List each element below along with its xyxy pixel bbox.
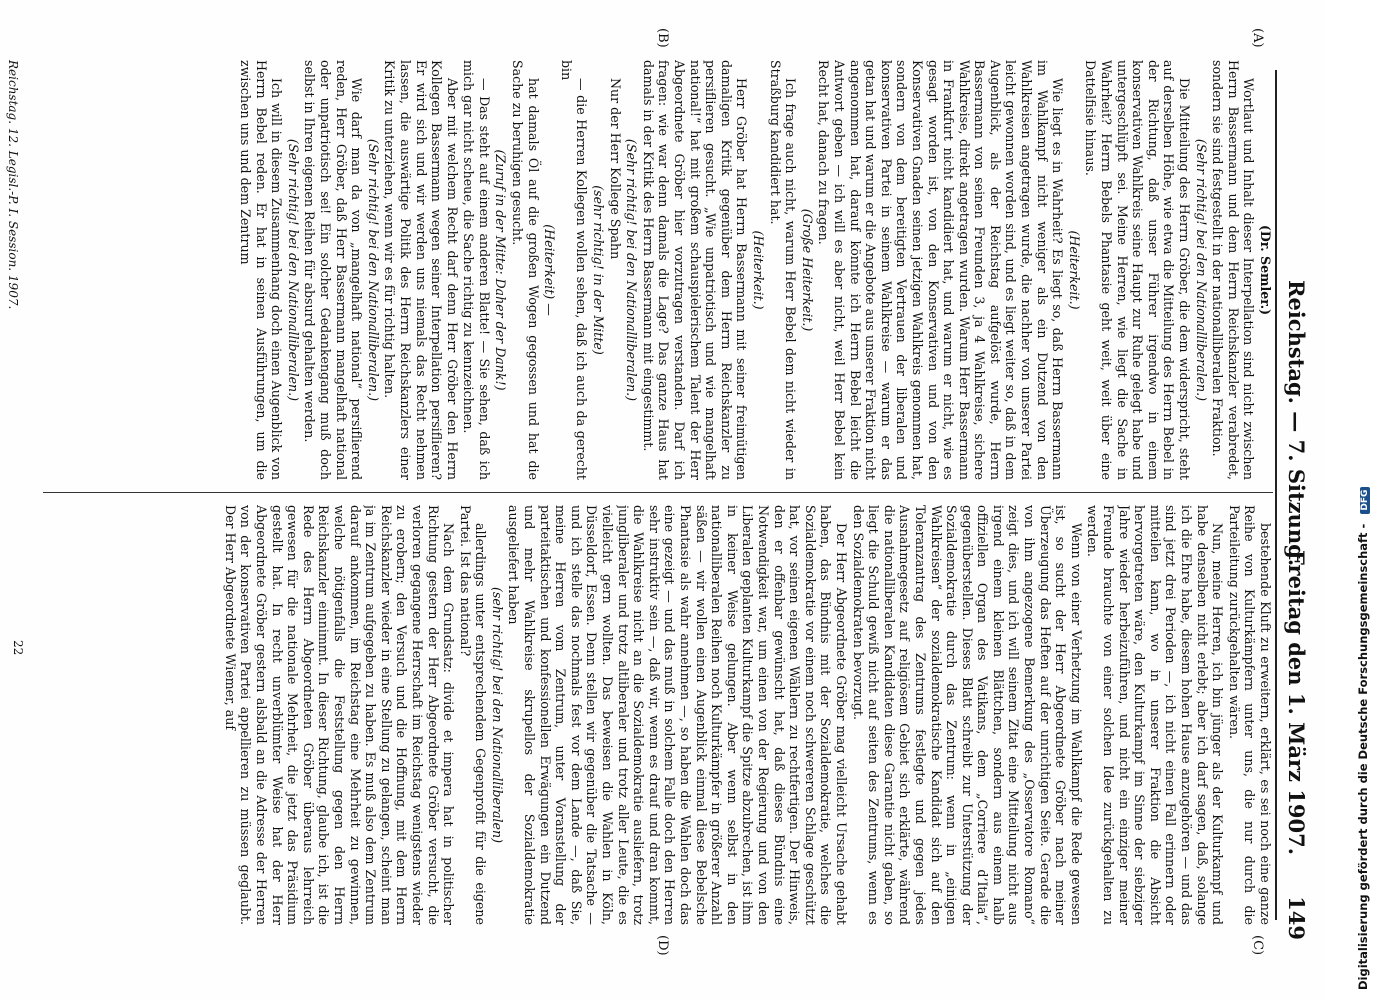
digitization-credit-text: Digitalisierung gefördert durch die Deutsche Forschungsgemeinschaft -	[1356, 523, 1370, 990]
paragraph: Wenn von einer Verhetzung im Wahlkampf die Rede gewesen ist, so sucht der Herr Abgeordnete Gröber nach meiner Überzeugung das Heften auf der unrichtigen Seite. Gerade die von ihm angezogene Bemerkung des „Osservatore Romano“ zeigt dies, und ich will seinem Zitat eine Mitteilung nicht aus irgend einem kleinen Blättchen, sondern aus einem halb offiziellen Organ des Vatikans, dem „Corriere d’Italia“, gegenüberstellen. Dieses Blatt schreibt zur Unterstützung der Sozialdemokratie durch das Zentrum: wenn in „einigen Wahlkreisen“ der sozialdemokratische Kandidat sich auf den Toleranzantrag des Zentrums festlegte und gegen jedes Ausnahmegesetz auf religiösem Gebiet sich erklärte, während die nationalliberalen Kandidaten diese Garantie nicht gaben, so liegt die Schuld gewiß nicht auf seiten des Zentrums, wenn es den Sozialdemokraten bevorzugt.	[850, 505, 1084, 925]
interjection: (sehr richtig! bei den Nationalliberalen)	[489, 586, 505, 843]
paragraph: allerdings unter entsprechendem Gegenprofit für die eigene Partei. Ist das national?	[457, 505, 489, 925]
paragraph: Der Herr Abgeordnete Gröber mag vielleicht Ursache gehabt haben, das Bündnis mit der Sozialdemokratie, welches die Sozialdemokratie vor einem noch schwereren Schlage geschützt hat, vor seinen eigenen Wählern zu rechtfertigen. Der Hinweis, den er offenbar gewünscht hat, daß dieses Bündnis eine Notwendigkeit war, um einen von der Regierung und von den Liberalen geplanten Kulturkampf die Spitze abzubrechen, ist ihm in keiner Weise gelungen. Aber wenn selbst in den nationalliberalen Reihen noch Kulturkämpfer in größerer Anzahl säßen — wir wollen einen Augenblick einmal diese Bebelsche Phantasie als wahr annehmen —, so haben die Wahlen doch das eine gezeigt — und das muß in solchem Falle doch den Herren sehr instruktiv sein —, daß wir, wenn es drauf und dran kommt, die Wahlkreise nicht an die Sozialdemokratie ausliefern, trotz jungliberaler und trotz altliberaler und trotz aller Leute, die es vielleicht gern wollten. Das beweisen die Wahlen in Köln, Düsseldorf, Essen. Denn stellen wir gegenüber die Tatsache — und ich stelle das nochmals fest vor dem Lande —, daß Sie, meine Herren vom Zentrum, unter Voranstellung der parteitaktischen und konfessionellen Erwägungen ein Dutzend und mehr Wahlkreise skrupellos der Sozialdemokratie ausgeliefert haben	[506, 505, 849, 925]
digitization-strip	[1352, 0, 1383, 1000]
right-column-paragraphs	[222, 505, 1273, 925]
dfg-logo: DFG	[1360, 487, 1370, 514]
interjection: (Große Heiterkeit.)	[799, 208, 815, 332]
paragraph: Herr Gröber hat Herrn Bassermann mit seiner freimütigen damaligen Kritik gegenüber dem Herrn Reichskanzler zu persiflieren gesucht. „Wie unpatriotisch und wie mangelhaft national!“ hat mit großem schauspielerischem Talent der Herr Abgeordnete Gröber hier vorzutragen verstanden. Darf ich fragen: wie war denn damals die Lage? Das ganze Haus hat damals in der Kritik des Herrn Bassermann mit eingestimmt.	[640, 60, 750, 480]
interjection: (Sehr richtig! bei den Nationalliberalen.)	[285, 138, 301, 402]
margin-mark-d: (D)	[655, 935, 670, 956]
header-rule	[1275, 70, 1277, 920]
interjection: (Sehr richtig! bei den Nationalliberalen.)	[365, 138, 381, 402]
paragraph: Wie liegt es in Wahrheit? Es liegt so, daß Herrn Bassermann im Wahlkampf nicht weniger als ein Dutzend von den Wahlkreisen angetragen wurde, die nachher von unserer Partei leicht gewonnen worden sind, und es liegt weiter so, daß in dem Augenblick, als der Reichstag aufgelöst wurde, Herrn Bassermann von seinen Freunden 3, ja 4 Wahlkreise, sichere Wahlkreise, direkt angetragen wurden. Warum Herr Bassermann in Frankfurt nicht kandidiert hat, und warum er nicht, wie es gesagt worden ist, von den Konservativen und von den Konservativen Gnaden seinen jetzigen Wahlkreis genommen hat, sondern von dem bereitigten Vertrauen der liberalen und konservativen Partei in seinem Wahlkreise — warum er das getan hat und warum er die Angebote aus unserer Fraktion nicht angenommen hat, darauf könnte ich Herrn Bebel leicht die Antwort geben — ich will es aber nicht, weil Herr Bebel kein Recht hat, danach zu fragen.	[816, 60, 1066, 480]
paragraph: bestehende Kluft zu erweitern, erklärt, es sei noch eine ganze Reihe von Kulturkämpfern unter uns, die nur durch die Parteileitung zurückgehalten wären.	[1226, 505, 1273, 925]
left-column-paragraphs	[237, 60, 1256, 480]
margin-mark-c: (C)	[1250, 935, 1265, 956]
digitization-credit	[1356, 0, 1370, 990]
header-title-left: Reichstag. — 7. Sitzung.	[1284, 280, 1309, 567]
speaker-label: (Dr. Semler.)	[1258, 224, 1273, 316]
page-header	[1279, 30, 1319, 960]
interjection: (Heiterkeit.)	[1066, 230, 1082, 310]
column-divider	[43, 492, 1273, 493]
header-title-right: Freitag den 1. März 1907.	[1284, 550, 1309, 856]
page-footer-signature: Reichstag. 12. Legisl.-P. I. Session. 1907.	[6, 60, 20, 310]
interjection: (Zuruf in der Mitte: Daher der Dank!)	[493, 149, 509, 391]
paragraph: Aber mit welchem Recht darf denn Herr Gröber den Herrn Kollegen Bassermann wegen seiner Interpellation persiflieren? Er wird sich und wir werden uns niemals das Recht nehmen lassen, die auswärtige Politik des Herrn Reichskanzlers einer Kritik zu unterziehen, wenn wir es für richtig halten.	[382, 60, 460, 480]
paragraph: Ich frage auch nicht, warum Herr Bebel dem nicht wieder in Straßburg kandidiert hat.	[767, 60, 799, 480]
interjection: (Sehr richtig! bei den Nationalliberalen.)	[1193, 138, 1209, 402]
interjection: (Heiterkeit) —	[542, 224, 558, 316]
paragraph: Nach dem Grundsatz: divide et impera hat in politischer Richtung gestern der Herr Abgeordnete Gröber versucht, die verloren gegangene Herrschaft im Reichstag wenigstens wieder zu erobern; den Versuch und die Hoffnung, mit dem Herrn Reichskanzler wieder in eine Stellung zu gelangen, scheint man ja im Zentrum aufgegeben zu haben. Es muß also dem Zentrum darauf ankommen, im Reichstag eine Mehrheit zu gewinnen, welche nötigenfalls die Feststellung gegen den Herrn Reichskanzler einnimmt. In dieser Richtung, glaube ich, ist die Rede des Herrn Abgeordneten Gröber überaus lehrreich gewesen für die nationale Mehrheit, die jetzt das Präsidium gestellt hat. In recht unverblümter Weise hat der Herr Abgeordnete Gröber gestern alsbald an die Adresse der Herren von der konservativen Partei appellieren zu müssen geglaubt. Der Herr Abgeordnete Wiemer, auf	[222, 505, 457, 925]
paragraph: Wie darf man da von „mangelhaft national“ persiflierend reden, Herr Gröber, daß Herr Bassermann mangelhaft national oder unpatriotisch sei! Ein solcher Gedankengang muß doch selbst in Ihren eigenen Reihen für absurd gehalten werden.	[302, 60, 365, 480]
paragraph: hat damals Öl auf die großen Wogen gegossen und hat die Sache zu beruhigen gesucht.	[510, 60, 541, 480]
left-column	[28, 60, 1273, 480]
paragraph: Ich will in diesem Zusammenhang doch einen Augenblick von Herrn Bebel reden. Er hat in seinen Ausführungen, um die zwischen uns und dem Zentrum	[238, 60, 285, 480]
interjection: (Heiterkeit.)	[751, 230, 766, 310]
paragraph: Die Mitteilung des Herrn Gröber, die dem widerspricht, steht auf derselben Höhe, wie etwa die Mitteilung des Herrn Bebel in der Richtung, daß unser Führer irgendwo in einem konservativen Wahlkreis seine Haupt zur Ruhe gelegt habe und untergeschlüpft sei. Meine Herren, wie liegt die Sache in Wahrheit? Herrn Bebels Phantasie geht weit, weit über eine Dattelfisie hinaus.	[1083, 60, 1193, 480]
paragraph: Nur der Herr Kollege Spahn	[607, 78, 623, 260]
interjection: (Sehr richtig! bei den Nationalliberalen.)	[624, 138, 640, 402]
margin-mark-a: (A)	[1250, 28, 1265, 48]
paragraph: — die Herren Kollegen wollen sehen, daß ich auch da gerecht bin	[558, 60, 590, 480]
right-column	[28, 505, 1273, 925]
paragraph: Nun, meine Herren, ich bin jünger als der Kulturkampf und habe denselben nicht erlebt; aber ich darf sagen, daß, solange ich die Ehre habe, diesem hohen Hause anzugehören — und das sind jetzt drei Perioden —, ich nicht einen Fall erinnern oder mitteilen kann, wo in unserer Fraktion die Absicht hervorgetreten wäre, den Kulturkampf im Sinne der siebziger Jahre wieder herbeizuführen, und nicht ein einziger meiner Freunde brauchte von einer solchen Idee zurückgehalten zu werden.	[1085, 505, 1226, 925]
interjection: (sehr richtig! in der Mitte)	[591, 185, 607, 355]
page-number: 149	[1284, 896, 1309, 940]
sheet-number: 22	[11, 640, 25, 656]
paragraph: Wortlaut und Inhalt dieser Interpellation sind nicht zwischen Herrn Bassermann und dem Herrn Reichskanzler verabredet, sondern sie sind festgestellt in der nationalliberalen Fraktion.	[1210, 60, 1257, 480]
paragraph: — Das steht auf einem anderen Blatte! — Sie sehen, daß ich mich gar nicht scheue, die Sache richtig zu kennzeichnen.	[461, 60, 492, 480]
margin-mark-b: (B)	[655, 28, 670, 48]
